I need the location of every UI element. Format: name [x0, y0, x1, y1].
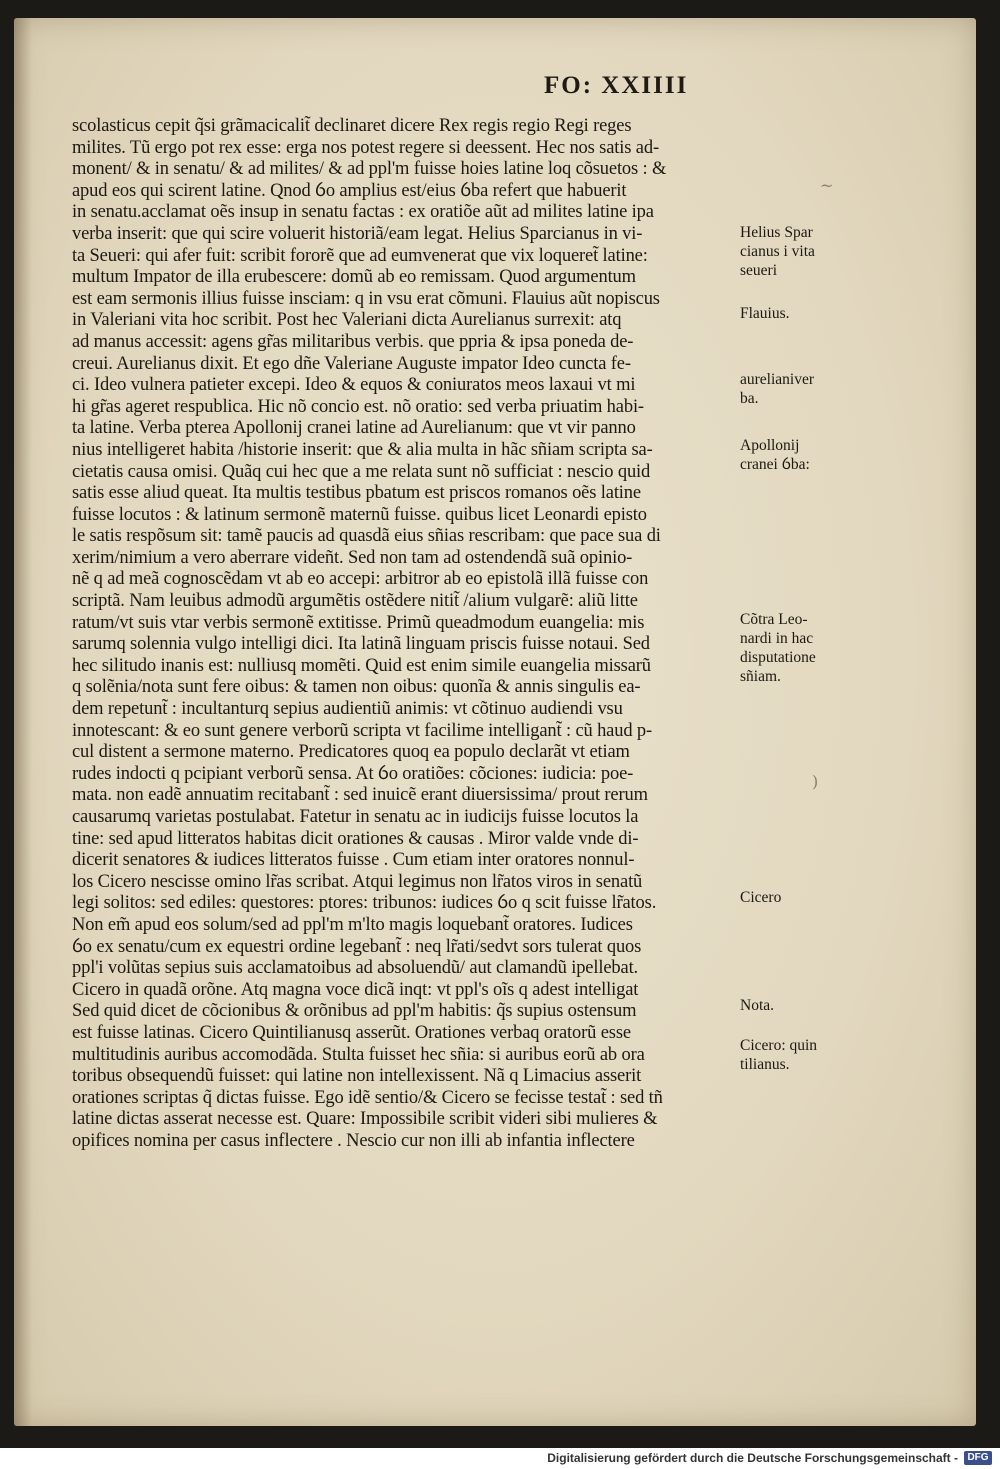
text-line: le satis respõsum sit: tamẽ paucis ad quasdã eius sñias rescribam: que pace sua di — [72, 526, 661, 547]
margin-note-line: seueri — [740, 262, 778, 279]
text-line: xerim/nimium a vero aberrare videñt. Sed non tam ad ostendendã suã opinio- — [72, 547, 633, 568]
margin-note-line: cianus i vita — [740, 243, 815, 260]
text-line: scolasticus cepit q̃si grãmacicalit̃ declinaret dicere Rex regis regio Regi reges — [72, 116, 632, 136]
text-line: multitudinis auribus accomodãda. Stulta fuisset hec sñia: si auribus eorũ ab ora — [72, 1044, 645, 1065]
text-line: orationes scriptas q̃ dictas fuisse. Ego idẽ sentio/& Cicero se fecisse testat̃ : sed tñ — [72, 1087, 663, 1108]
text-line: hec silitudo inanis est: nulliusq momẽti. Quid est enim simile euangelia missarũ — [72, 655, 651, 676]
text-line: hi gr̃as ageret respublica. Hic nõ concio est. nõ oratio: sed verba priuatim habi- — [72, 396, 644, 417]
faint-bleedthrough-mark: ~ — [820, 176, 834, 195]
text-line: Non em̃ apud eos solum/sed ad ppl'm m'lto magis loquebant̃ oratores. Iudices — [72, 914, 633, 935]
text-line: ad manus accessit: agens gr̃as militaribus verbis. que ppria & ipsa poneda de- — [72, 331, 634, 352]
text-line: opifices nomina per casus inflectere . Nescio cur non illi ab infantia inflectere — [72, 1130, 635, 1151]
text-line: ratum/vt suis vtar verbis sermonẽ extitisse. Primũ queadmodum euangelia: mis — [72, 612, 645, 633]
margin-note-line: nardi in hac — [740, 630, 814, 647]
margin-note-aureliani-verba — [740, 370, 840, 408]
text-line: nẽ q ad meã cognoscẽdam vt ab eo accepi: arbitror ab eo epistolã illã fuisse con — [72, 569, 649, 590]
text-line: ta latine. Verba pterea Apollonij cranei latine ad Aurelianum: que vt vir panno — [72, 418, 636, 439]
text-line: fuisse locutos : & latinum sermonẽ maternũ fuisse. quibus licet Leonardi episto — [72, 504, 647, 525]
text-line: toribus obsequendũ fuisset: qui latine non intellexissent. Nã q Limacius asserit — [72, 1066, 642, 1087]
margin-note-line: Apollonij — [740, 437, 800, 454]
text-line: verba inserit: que qui scire voluerit historiã/eam legat. Helius Sparcianus in vi- — [72, 223, 643, 244]
main-text-block — [72, 116, 732, 1153]
text-line: in Valeriani vita hoc scribit. Post hec Valeriani dicta Aurelianus surrexit: atq — [72, 310, 622, 331]
text-line: dicerit senatores & iudices litteratos fuisse . Cum etiam inter oratores nonnul- — [72, 850, 635, 871]
text-line: innotescant: & eo sunt genere verborũ scripta vt facilime intelligant̃ : cũ haud p- — [72, 720, 653, 741]
text-line: est fuisse latinas. Cicero Quintilianusq asserũt. Orationes verbaq oratorũ esse — [72, 1022, 631, 1043]
text-line: nius intelligeret habita /historie inserit: que & alia multa in hãc sñiam scripta sa- — [72, 439, 653, 460]
text-line: tine: sed apud litteratos habitas dicit orationes & causas . Miror valde vnde di- — [72, 828, 639, 849]
text-line: causarumq varietas postulabat. Fatetur in senatu ac in iudicijs fuisse locutos la — [72, 807, 639, 827]
margin-note-line: Cõtra Leo- — [740, 611, 808, 628]
text-line: ỽo ex senatu/cum ex equestri ordine legebant̃ : neq lr̃ati/sedvt sors tulerat quos — [72, 936, 642, 957]
margin-note-line: Cicero: quin — [740, 1037, 818, 1054]
text-line: rudes indocti q pcipiant verborũ sensa. At ỽo oratiões: cõciones: iudicia: poe- — [72, 763, 634, 784]
margin-note-line: cranei ỽba: — [740, 456, 810, 473]
funding-credit: Digitalisierung gefördert durch die Deutsche Forschungsgemeinschaft - — [547, 1451, 958, 1465]
text-line: multum Impator de illa erubescere: domũ ab eo remissam. Quod argumentum — [72, 267, 636, 288]
margin-note-nota — [740, 996, 840, 1015]
margin-note-line: aurelianiver — [740, 371, 815, 388]
text-line: los Cicero nescisse omino lr̃as scribat. Atqui legimus non lr̃atos viros in senatũ — [72, 871, 643, 892]
margin-note-apollonii — [740, 436, 840, 474]
text-line: legi solitos: sed ediles: questores: ptores: tribunos: iudices ỽo q scit fuisse lr̃atos. — [72, 893, 657, 914]
folio-heading: FO: XXIIII — [544, 72, 689, 99]
margin-note-cicero — [740, 888, 840, 907]
faint-bleedthrough-mark: ) — [812, 772, 819, 791]
text-line: dem repetunt̃ : incultanturq sepius audientiũ animis: vt cõtinuo audiendi vsu — [72, 699, 623, 720]
text-line: latine dictas asserat necesse est. Quare: Impossibile scribit videri sibi mulieres & — [72, 1109, 658, 1130]
text-line: ppl'i volũtas sepius suis acclamatoibus ad absoluendũ/ aut clamandũ ipellebat. — [72, 958, 639, 979]
text-line: mata. non eadẽ annuatim recitabant̃ : sed inuicẽ erant diuersissima/ prout rerum — [72, 785, 648, 806]
text-line: satis esse aliud queat. Ita multis testibus pbatum est priscos romanos oẽs latine — [72, 483, 641, 504]
margin-note-line: sñiam. — [740, 668, 781, 685]
text-line: Sed quid dicet de cõcionibus & orõnibus ad ppl'm habitis: q̃s supius ostensum — [72, 1001, 637, 1022]
text-line: ci. Ideo vulnera patieter excepi. Ideo & equos & coniuratos meos laxaui vt mi — [72, 375, 636, 396]
text-line: cul distent a sermone materno. Predicatores quoq ea populo declarãt vt etiam — [72, 742, 630, 763]
text-line: creui. Aurelianus dixit. Et ego dñe Valeriane Auguste impator Ideo cuncta fe- — [72, 353, 631, 374]
margin-note-line: tilianus. — [740, 1056, 790, 1073]
margin-note-line: Flauius. — [740, 305, 790, 322]
margin-note-line: Helius Spar — [740, 224, 813, 241]
text-line: Cicero in quadã orõne. Atq magna voce dicã inqt: vt ppl's oĩs q adest intelligat — [72, 979, 639, 1000]
text-line: in senatu.acclamat oẽs insup in senatu factas : ex oratiõe aũt ad milites latine ipa — [72, 202, 654, 223]
margin-note-flavius — [740, 304, 840, 323]
text-line: scriptã. Nam leuibus admodũ argumẽtis ostẽdere nitit̃ /alium vulgarẽ: aliũ litte — [72, 591, 638, 612]
dfg-logo-icon: DFG — [964, 1451, 992, 1465]
text-line: est eam sermonis illius fuisse insciam: q in vsu erat cõmuni. Flauius aũt nopiscus — [72, 288, 660, 309]
text-line: ta Seueri: qui afer fuit: scribit fororẽ que ad eumvenerat que vix loqueret̃ latine: — [72, 245, 648, 266]
margin-note-helius-spartianus — [740, 223, 840, 280]
page-gutter-shadow — [14, 18, 32, 1426]
text-line: apud eos qui scirent latine. Qnod ỽo amplius est/eius ỽba refert que habuerit — [72, 180, 627, 201]
margin-note-line: Nota. — [740, 997, 775, 1014]
margin-note-contra-leonardi — [740, 610, 840, 686]
footer-bar — [0, 1448, 1000, 1469]
text-line: q solẽnia/nota sunt fere oibus: & tamen non oibus: quonĩa & annis singulis ea- — [72, 677, 641, 698]
margin-note-line: disputatione — [740, 649, 816, 666]
text-line: milites. Tũ ergo pot rex esse: erga nos potest regere si deessent. Hec nos satis ad- — [72, 137, 659, 158]
margin-note-line: ba. — [740, 390, 759, 407]
margin-note-cicero-quintilianus — [740, 1036, 840, 1074]
margin-note-line: Cicero — [740, 889, 782, 906]
text-line: sarumq solennia vulgo intelligi dici. Ita latinã linguam priscis fuisse notaui. Sed — [72, 634, 650, 655]
text-line: cietatis causa omisi. Quãq cui hec que a me relata sunt nõ sufficiat : nescio quid — [72, 461, 651, 482]
text-line: monent/ & in senatu/ & ad milites/ & ad ppl'm fuisse hoies latine loq cõsuetos : & — [72, 159, 667, 180]
